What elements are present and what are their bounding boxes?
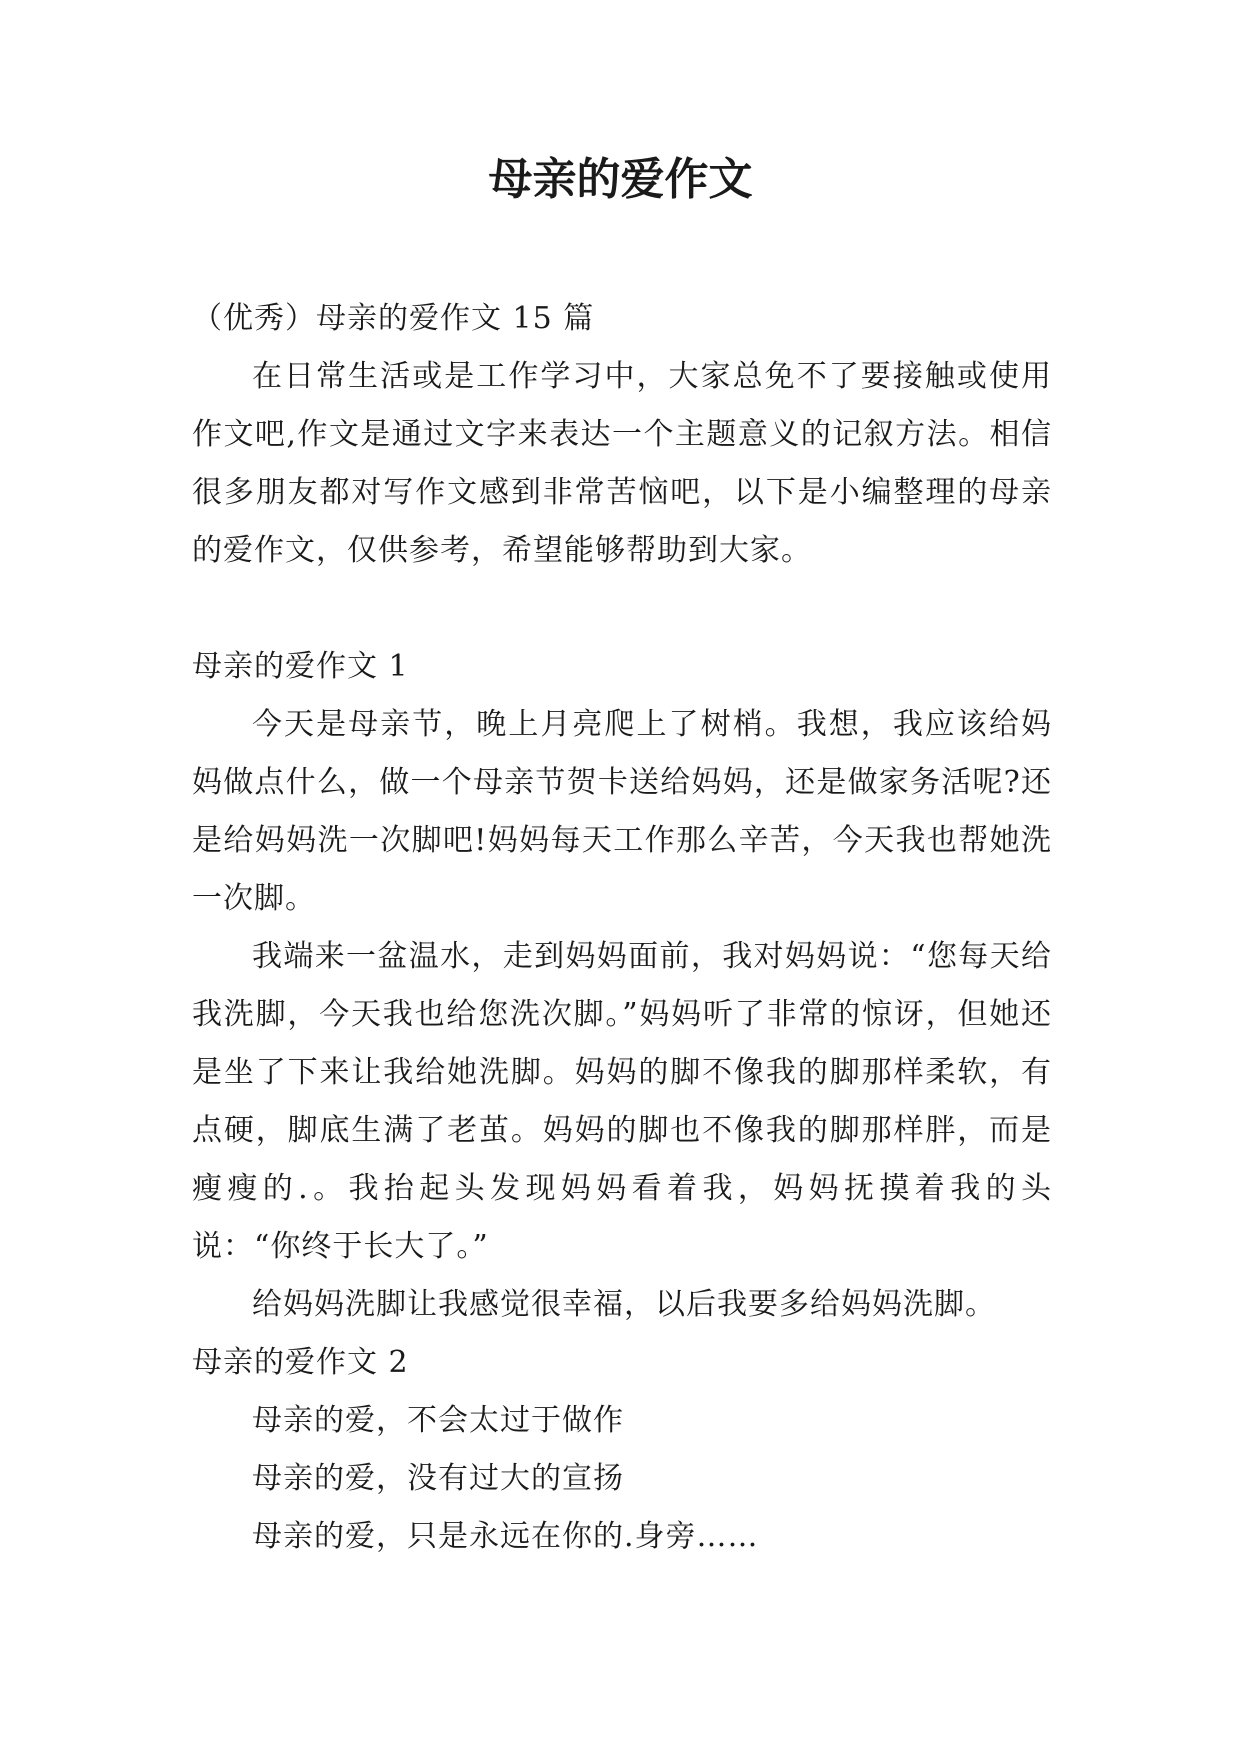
document-title: 母亲的爱作文 [488, 154, 753, 205]
intro-paragraph: 在日常生活或是工作学习中，大家总免不了要接触或使用作文吧,作文是通过文字来表达一个主题意义的记叙方法。相信很多朋友都对写作文感到非常苦恼吧，以下是小编整理的母亲的爱作文，仅供参考，希望能够帮助到大家。 [192, 359, 1052, 568]
essay-1-paragraph-3: 给妈妈洗脚让我感觉很幸福，以后我要多给妈妈洗脚。 [252, 1287, 996, 1322]
essay-1-paragraph-2: 我端来一盆温水，走到妈妈面前，我对妈妈说：“您每天给我洗脚，今天我也给您洗次脚。”妈妈听了非常的惊讶，但她还是坐了下来让我给她洗脚。妈妈的脚不像我的脚那样柔软，有点硬，脚底生满了老茧。妈妈的脚也不像我的脚那样胖，而是瘦瘦的.。我抬起头发现妈妈看着我，妈妈抚摸着我的头说：“你终于长大了。” [192, 939, 1052, 1264]
essay-2-heading: 母亲的爱作文 2 [192, 1345, 409, 1380]
essay-1-heading: 母亲的爱作文 1 [192, 649, 409, 684]
essay-2-line-3: 母亲的爱，只是永远在你的.身旁…… [252, 1519, 759, 1554]
essay-1-paragraph-1: 今天是母亲节，晚上月亮爬上了树梢。我想，我应该给妈妈做点什么，做一个母亲节贺卡送给妈妈，还是做家务活呢?还是给妈妈洗一次脚吧!妈妈每天工作那么辛苦，今天我也帮她洗一次脚。 [192, 707, 1052, 916]
document-subtitle: （优秀）母亲的爱作文 15 篇 [192, 301, 595, 336]
essay-2-line-1: 母亲的爱，不会太过于做作 [252, 1403, 624, 1438]
document-body [192, 290, 1052, 1566]
essay-2-line-2: 母亲的爱，没有过大的宣扬 [252, 1461, 624, 1496]
section-gap [192, 580, 1052, 638]
